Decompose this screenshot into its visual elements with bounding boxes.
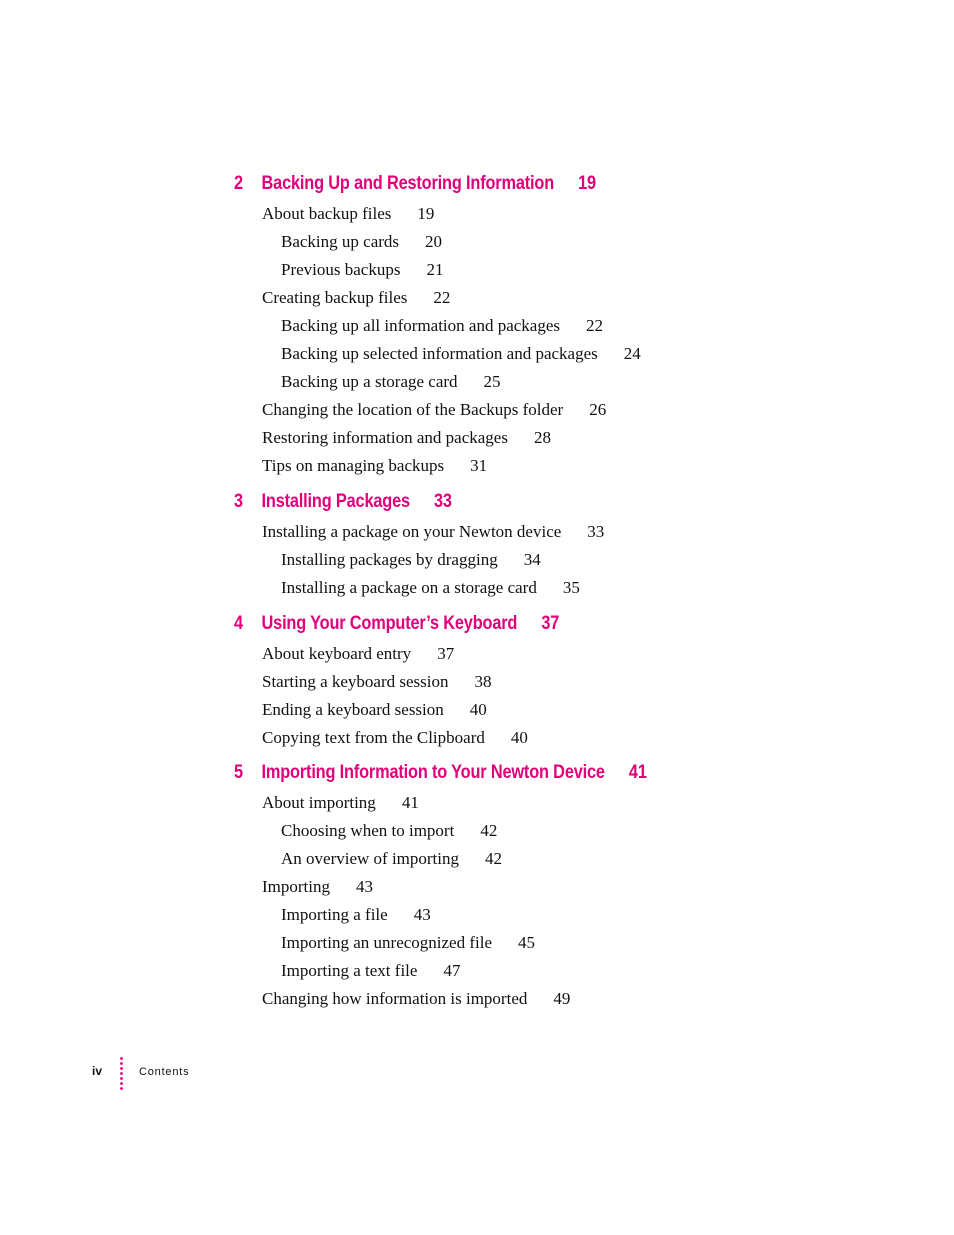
toc-entry[interactable] (262, 288, 450, 308)
toc-entry-title: Starting a keyboard session (262, 672, 449, 691)
toc-entry[interactable] (281, 821, 497, 841)
toc-entry-title: Backing up all information and packages (281, 316, 560, 335)
toc-entry-title: Installing a package on your Newton device (262, 522, 562, 541)
toc-entry-page-number: 42 (485, 849, 502, 868)
toc-entry-page-number: 37 (437, 644, 455, 663)
toc-entry-title: About keyboard entry (262, 644, 412, 663)
toc-entry[interactable] (262, 400, 606, 420)
toc-entry-page-number: 22 (586, 316, 603, 335)
chapter-page-number: 33 (434, 491, 452, 512)
toc-entry-page-number: 40 (510, 728, 528, 747)
toc-entry[interactable] (281, 344, 641, 364)
toc-entry[interactable] (262, 522, 604, 542)
chapter-page-number: 37 (541, 613, 560, 634)
toc-entry-title: Importing a text file (281, 961, 418, 980)
toc-entry-page-number: 35 (562, 578, 580, 597)
chapter-title: Using Your Computer’s Keyboard (261, 613, 518, 634)
toc-entry-title: Importing a file (281, 905, 388, 924)
running-footer-label: Contents (139, 1066, 190, 1078)
toc-entry[interactable] (281, 849, 502, 869)
toc-entry-page-number: 43 (413, 905, 431, 924)
toc-entry-page-number: 33 (587, 522, 605, 541)
toc-entry-page-number: 31 (470, 456, 488, 475)
toc-entry[interactable] (262, 672, 492, 692)
toc-entry[interactable] (281, 260, 443, 280)
toc-entry-title: Changing the location of the Backups folder (262, 400, 564, 419)
toc-entry[interactable] (262, 700, 487, 720)
toc-entry-page-number: 22 (433, 288, 451, 307)
chapter-number: 4 (234, 613, 243, 634)
toc-entry[interactable] (262, 793, 419, 813)
chapter-heading[interactable] (234, 491, 452, 513)
chapter-page-number: 41 (628, 762, 647, 783)
chapter-number: 2 (234, 173, 243, 194)
toc-entry[interactable] (281, 232, 442, 252)
toc-entry[interactable] (262, 204, 434, 224)
toc-entry-title: About importing (262, 793, 376, 812)
toc-entry-title: Importing an unrecognized file (281, 933, 493, 952)
toc-entry-title: About backup files (262, 204, 392, 223)
toc-entry-title: Backing up a storage card (281, 372, 458, 391)
toc-entry-page-number: 19 (417, 204, 435, 223)
toc-entry-title: Backing up selected information and packages (281, 344, 598, 363)
chapter-number: 3 (234, 491, 243, 512)
toc-entry-title: Backing up cards (281, 232, 400, 251)
toc-entry[interactable] (262, 728, 528, 748)
toc-entry[interactable] (281, 372, 501, 392)
toc-entry-title: Tips on managing backups (262, 456, 445, 475)
toc-entry-page-number: 20 (425, 232, 443, 251)
chapter-title: Importing Information to Your Newton Device (261, 762, 605, 783)
toc-entry-title: Changing how information is imported (262, 989, 528, 1008)
toc-entry[interactable] (262, 989, 570, 1009)
toc-entry-page-number: 28 (533, 428, 551, 447)
toc-entry[interactable] (262, 428, 551, 448)
toc-entry[interactable] (281, 961, 460, 981)
toc-entry-page-number: 34 (523, 550, 541, 569)
toc-entry-page-number: 42 (480, 821, 498, 840)
toc-entry-page-number: 21 (426, 260, 444, 279)
toc-entry-title: Copying text from the Clipboard (262, 728, 485, 747)
toc-entry-page-number: 41 (401, 793, 419, 812)
toc-entry[interactable] (281, 550, 541, 570)
toc-entry-title: Ending a keyboard session (262, 700, 444, 719)
toc-entry[interactable] (262, 644, 454, 664)
chapter-title: Installing Packages (261, 491, 410, 512)
toc-entry-page-number: 43 (356, 877, 373, 896)
toc-entry[interactable] (262, 877, 373, 897)
toc-entry-title: Previous backups (281, 260, 401, 279)
toc-entry[interactable] (281, 933, 535, 953)
toc-entry-page-number: 25 (483, 372, 501, 391)
chapter-heading[interactable] (234, 762, 647, 784)
dotted-rule (120, 1056, 123, 1092)
chapter-heading[interactable] (234, 613, 559, 635)
chapter-number: 5 (234, 762, 243, 783)
toc-entry[interactable] (281, 578, 580, 598)
toc-entry-title: Restoring information and packages (262, 428, 508, 447)
toc-entry-title: Installing packages by dragging (281, 550, 498, 569)
toc-entry-page-number: 24 (623, 344, 641, 363)
toc-entry-page-number: 38 (474, 672, 492, 691)
toc-entry-page-number: 40 (469, 700, 487, 719)
chapter-page-number: 19 (578, 173, 596, 194)
toc-entry-page-number: 47 (443, 961, 461, 980)
toc-entry-title: Installing a package on a storage card (281, 578, 537, 597)
toc-entry[interactable] (281, 316, 603, 336)
chapter-title: Backing Up and Restoring Information (261, 173, 555, 194)
toc-entry-title: Importing (262, 877, 330, 896)
toc-entry[interactable] (262, 456, 487, 476)
toc-entry-page-number: 26 (589, 400, 607, 419)
toc-entry-page-number: 49 (553, 989, 571, 1008)
chapter-heading[interactable] (234, 173, 596, 195)
toc-entry[interactable] (281, 905, 431, 925)
toc-entry-title: Creating backup files (262, 288, 408, 307)
toc-entry-title: An overview of importing (281, 849, 459, 868)
toc-entry-page-number: 45 (518, 933, 536, 952)
toc-entry-title: Choosing when to import (281, 821, 455, 840)
page-number: iv (92, 1064, 103, 1078)
